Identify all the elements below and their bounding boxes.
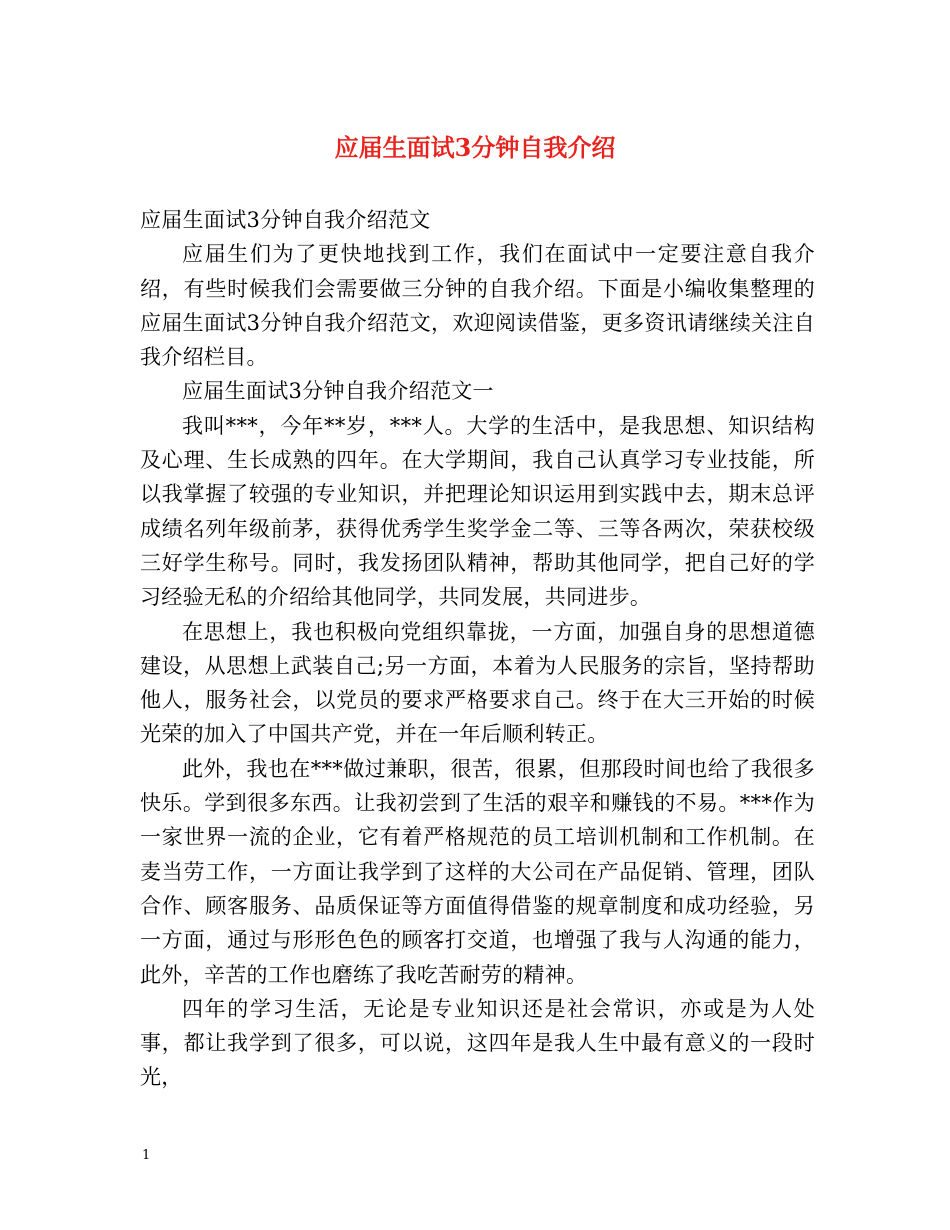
paragraph-parttime: 此外，我也在***做过兼职，很苦，很累，但那段时间也给了我很多快乐。学到很多东西。让我初尝到了生活的艰辛和赚钱的不易。***作为一家世界一流的企业，它有着严格规范的员工培训机制和工作机制。在麦当劳工作，一方面让我学到了这样的大公司在产品促销、管理，团队合作、顾客服务、品质保证等方面值得借鉴的规章制度和成功经验，另一方面，通过与形形色色的顾客打交道，也增强了我与人沟通的能力，此外，辛苦的工作也磨练了我吃苦耐劳的精神。	[140, 756, 815, 987]
page-number: 1	[142, 1148, 151, 1163]
paragraph-study: 我叫***，今年**岁，***人。大学的生活中，是我思想、知识结构及心理、生长成熟的四年。在大学期间，我自己认真学习专业技能，所以我掌握了较强的专业知识，并把理论知识运用到实践中去，期末总评成绩名列年级前茅，获得优秀学生奖学金二等、三等各两次，荣获校级三好学生称号。同时，我发扬团队精神，帮助其他同学，把自己好的学习经验无私的介绍给其他同学，共同发展，共同进步。	[140, 413, 815, 610]
document-body	[140, 203, 815, 1095]
document-title: 应届生面试3分钟自我介绍	[334, 133, 616, 162]
paragraph-thought: 在思想上，我也积极向党组织靠拢，一方面，加强自身的思想道德建设，从思想上武装自己;另一方面，本着为人民服务的宗旨，坚持帮助他人，服务社会，以党员的要求严格要求自己。终于在大三开始的时候光荣的加入了中国共产党，并在一年后顺利转正。	[140, 619, 815, 747]
paragraph-summary: 四年的学习生活，无论是专业知识还是社会常识，亦或是为人处事，都让我学到了很多，可以说，这四年是我人生中最有意义的一段时光，	[140, 996, 815, 1090]
paragraph-intro: 应届生们为了更快地找到工作，我们在面试中一定要注意自我介绍，有些时候我们会需要做三分钟的自我介绍。下面是小编收集整理的应届生面试3分钟自我介绍范文，欢迎阅读借鉴，更多资讯请继续关注自我介绍栏目。	[140, 242, 815, 370]
section-heading: 应届生面试3分钟自我介绍范文一	[182, 379, 494, 404]
document-subtitle: 应届生面试3分钟自我介绍范文	[140, 208, 431, 232]
